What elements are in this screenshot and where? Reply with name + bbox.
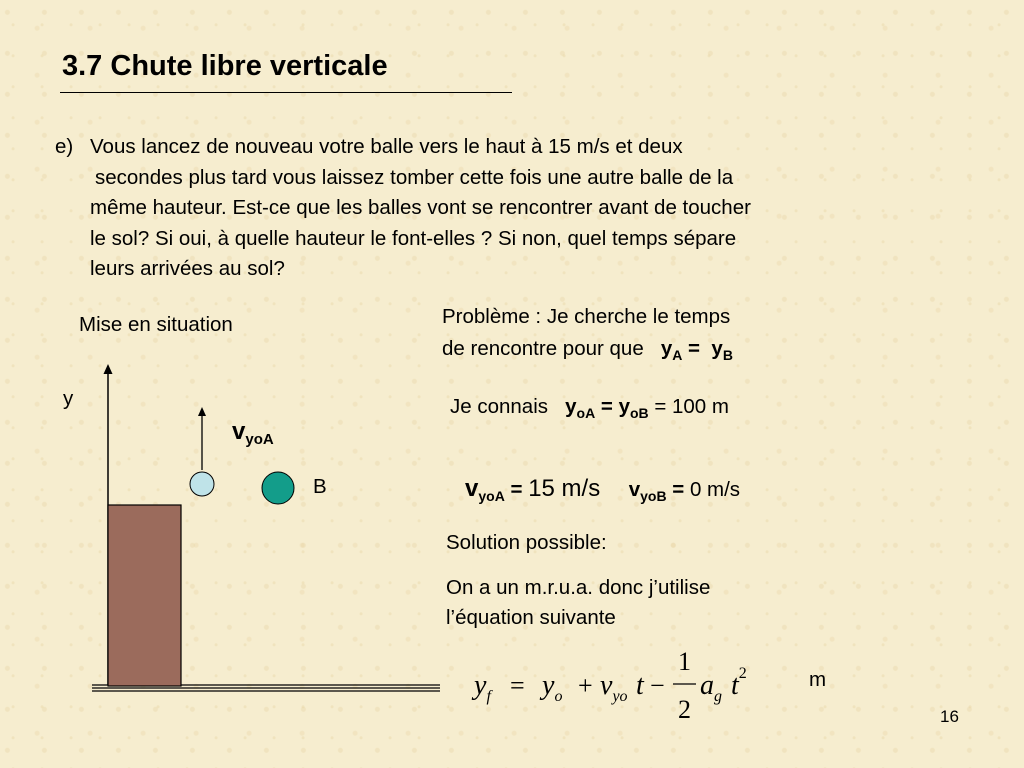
known-values: Je connais $y_{oA} = y_{oB} = 100$ m [450,395,729,421]
solution-line: l’équation suivante [446,606,616,629]
problem-line-1: Problème : Je cherche le temps [442,305,731,328]
solution-line: On a un m.r.u.a. donc j’utilise [446,576,711,599]
question-line: même hauteur. Est-ce que les balles vont se rencontrer avant de toucher [90,196,751,219]
unit-label: m [809,668,827,691]
eq-minus: − [650,671,665,700]
eq-plus: + [578,671,593,700]
eq-yf: $y_f$ [474,670,491,705]
slide-title: 3.7 Chute libre verticale [62,50,388,82]
kinematics-equation [470,642,760,732]
problem-line-2: de rencontre pour que $y_A = y_B$ [442,337,733,363]
eq-fraction-numerator: 1 [678,647,691,676]
question-line: le sol? Si oui, à quelle hauteur le font-elles ? Si non, quel temps sépare [90,226,737,250]
eq-fraction-denominator: 2 [678,695,691,724]
y-axis-label: y [63,387,74,410]
question-line: leurs arrivées au sol? [90,257,285,280]
title-underline [60,92,512,93]
question-line: secondes plus tard vous laissez tomber cette fois une autre balle de la [95,165,734,189]
ball-b [262,472,294,504]
ball-a [190,472,214,496]
eq-vyo: $v_{yo}$ [600,670,628,705]
eq-ag: $a_g$ [700,670,722,705]
initial-velocities: $v_{yoA} = 15$ m/s $v_{yoB} = 0$ m/s [465,475,741,504]
eq-t: t [636,670,644,701]
eq-t-squared: $t^2$ [731,665,747,701]
ball-b-label: B [313,475,327,498]
solution-heading: Solution possible: [446,531,607,554]
eq-equals: = [510,671,525,700]
question-marker: e) [55,135,74,158]
velocity-label: $v_{yoA}$ [232,418,274,448]
question-line: Vous lancez de nouveau votre balle vers le haut à 15 m/s et deux [90,135,683,158]
velocity-arrow-icon [198,407,206,470]
question-text [90,132,940,285]
page-number: 16 [940,707,959,726]
situation-label: Mise en situation [79,313,233,336]
building [108,505,181,686]
eq-yo: $y_o$ [542,670,563,705]
